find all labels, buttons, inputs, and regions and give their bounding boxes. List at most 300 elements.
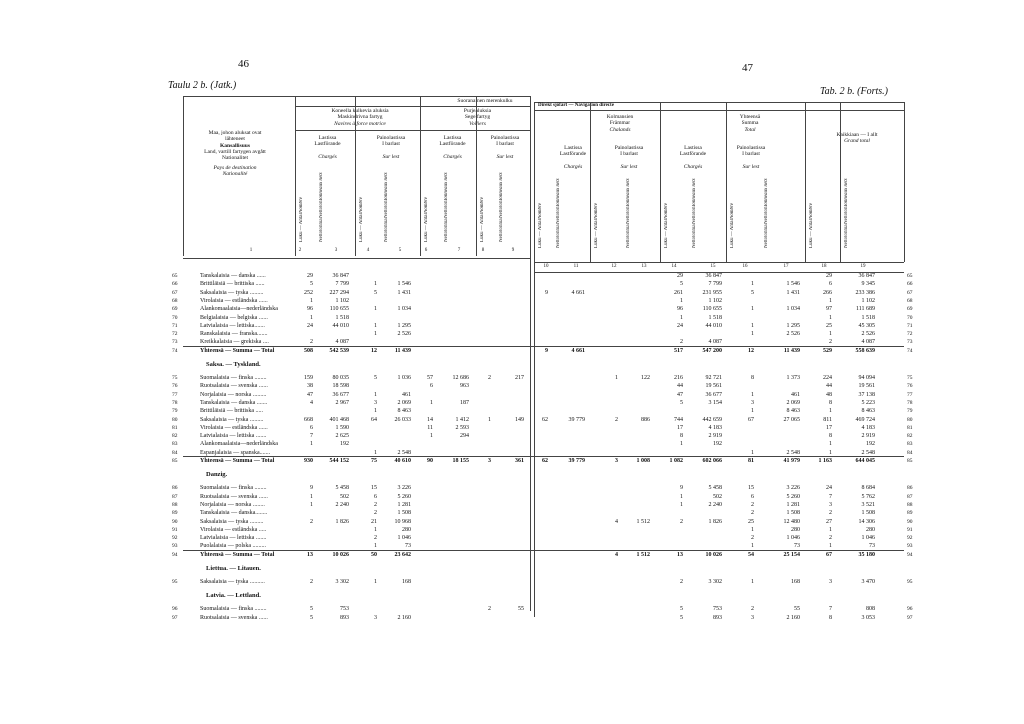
table-row (183, 399, 908, 407)
cell-value: 54 (748, 551, 754, 558)
cell-value: 753 (340, 606, 349, 613)
cell-value: 110 655 (329, 306, 349, 313)
cell-value: 5 762 (861, 493, 875, 500)
cell-value: 2 (615, 416, 618, 423)
header-kolmas: Kolmansien Främmar Chalands (606, 114, 634, 133)
cell-value: 1 102 (708, 297, 722, 304)
row-number: 69 (907, 306, 913, 313)
cell-value: 15 (371, 485, 377, 492)
section-title: Saksa. — Tyskland. (206, 361, 261, 368)
cell-value: 4 (615, 518, 618, 525)
cell-value: 502 (713, 493, 722, 500)
cell-value: 14 (427, 416, 433, 423)
cell-value: 1 (374, 526, 377, 533)
cell-value: 1 (680, 441, 683, 448)
cell-value: 4 (615, 551, 618, 558)
cell-value: 1 (615, 375, 618, 381)
row-number: 78 (172, 399, 178, 406)
cell-value: 90 (427, 458, 433, 464)
cell-value: 1 281 (786, 501, 800, 508)
cell-value: 2 (829, 510, 832, 517)
cell-value: 67 (748, 416, 754, 423)
table-row (183, 305, 908, 313)
cell-value: 280 (402, 526, 411, 533)
table-row (183, 534, 908, 542)
cell-value: 227 294 (329, 289, 349, 296)
row-number: 92 (172, 535, 178, 542)
cell-value: 2 548 (397, 449, 411, 456)
row-number: 69 (172, 306, 178, 313)
cell-value: 1 102 (335, 297, 349, 304)
cell-value: 13 (677, 551, 683, 558)
cell-value: 4 183 (708, 424, 722, 431)
cell-value: 5 (680, 606, 683, 613)
row-number: 93 (907, 543, 913, 550)
column-number: 6 (424, 248, 428, 253)
cell-value: 1 (374, 408, 377, 415)
cell-value: 47 (677, 391, 683, 398)
row-number: 89 (172, 510, 178, 517)
row-number: 82 (172, 433, 178, 440)
stub-header: Maa, johon aluksat ovat lähteneet Kansallisuus Land, vartill fartygen avgått Nationalitet Pays de destination Nationalité (204, 130, 266, 177)
cell-value: 5 (374, 375, 377, 381)
cell-value: 192 (713, 441, 722, 448)
cell-value: 10 026 (332, 551, 349, 558)
cell-value: 1 373 (786, 375, 800, 381)
cell-value: 7 799 (708, 281, 722, 288)
cell-value: 602 066 (702, 458, 722, 464)
cell-value: 8 (829, 433, 832, 440)
column-number: 18 (821, 264, 827, 269)
column-number: 19 (860, 264, 866, 269)
row-number: 83 (907, 441, 913, 448)
cell-value: 1 518 (335, 314, 349, 321)
cell-value: 4 087 (335, 339, 349, 346)
cell-value: 19 561 (705, 383, 722, 390)
cell-value: 168 (791, 579, 800, 585)
cell-value: 2 967 (335, 399, 349, 406)
column-number: 10 (543, 264, 549, 269)
row-number: 70 (172, 314, 178, 321)
cell-value: 96 (307, 306, 313, 313)
cell-value: 401 468 (329, 416, 349, 423)
cell-value: 8 (829, 614, 832, 621)
cell-value: 2 (751, 535, 754, 542)
cell-value: 159 (304, 375, 313, 381)
row-number: 66 (907, 281, 913, 288)
cell-value: 261 (674, 289, 683, 296)
cell-value: 529 (823, 347, 832, 354)
cell-value: 502 (340, 493, 349, 500)
cell-value: 224 (823, 375, 832, 381)
row-number: 68 (907, 297, 913, 304)
row-number: 79 (172, 408, 178, 415)
cell-value: 280 (866, 526, 875, 533)
row-number: 86 (172, 485, 178, 492)
cell-value: 6 (374, 493, 377, 500)
cell-value: 2 (751, 606, 754, 613)
col-label-luku: Luku — AntalNombre (424, 197, 429, 242)
col-label-luku: Luku — AntalNombre (594, 203, 599, 248)
cell-value: 47 (307, 391, 313, 398)
row-number: 87 (172, 493, 178, 500)
cell-value: 1 082 (669, 458, 683, 464)
cell-value: 5 260 (397, 493, 411, 500)
left-page-number: 46 (238, 58, 249, 70)
cell-value: 3 154 (708, 399, 722, 406)
column-number: 17 (783, 264, 789, 269)
cell-value: 1 431 (786, 289, 800, 296)
table-row (183, 605, 908, 613)
cell-value: 2 (374, 501, 377, 508)
cell-value: 1 512 (636, 551, 650, 558)
row-number: 97 (172, 614, 178, 621)
total-row (183, 457, 908, 465)
cell-value: 508 (304, 347, 313, 354)
cell-value: 1 034 (397, 306, 411, 313)
right-caption: Tab. 2 b. (Forts.) (820, 86, 888, 97)
cell-value: 36 847 (858, 273, 875, 279)
cell-value: 1 046 (397, 535, 411, 542)
cell-value: 27 065 (783, 416, 800, 423)
table-row (183, 322, 908, 330)
cell-value: 19 561 (858, 383, 875, 390)
header-lastissa-1: Lastissa Lastförande Chargés (314, 135, 341, 160)
cell-value: 2 (680, 339, 683, 346)
cell-value: 1 (829, 543, 832, 550)
section-title: Liettua. — Litauen. (206, 565, 261, 572)
cell-value: 5 (310, 614, 313, 621)
column-number: 3 (334, 248, 338, 253)
row-number: 70 (907, 314, 913, 321)
cell-value: 2 (310, 579, 313, 585)
cell-value: 18 598 (332, 383, 349, 390)
cell-value: 3 (374, 614, 377, 621)
cell-value: 62 (542, 458, 548, 464)
cell-value: 1 036 (397, 375, 411, 381)
cell-value: 3 302 (708, 579, 722, 585)
cell-value: 11 (427, 424, 433, 431)
row-number: 80 (172, 416, 178, 423)
cell-value: 8 684 (861, 485, 875, 492)
cell-value: 1 518 (708, 314, 722, 321)
table-row (183, 526, 908, 534)
cell-value: 252 (304, 289, 313, 296)
cell-value: 5 223 (861, 399, 875, 406)
cell-value: 3 226 (786, 485, 800, 492)
table-row (183, 432, 908, 440)
cell-value: 1 295 (397, 322, 411, 329)
cell-value: 1 102 (861, 297, 875, 304)
col-label-luku: Luku — AntalNombre (299, 197, 304, 242)
row-number: 78 (907, 399, 913, 406)
row-label: Norjalaisia — norska ......... (200, 391, 267, 398)
row-label: Tanskalaisia — danska........ (200, 510, 268, 517)
row-label: Espanjalaisia — spanska....... (200, 449, 271, 456)
cell-value: 36 677 (332, 391, 349, 398)
cell-value: 2 160 (397, 614, 411, 621)
row-number: 65 (907, 273, 913, 279)
cell-value: 461 (402, 391, 411, 398)
table-row (183, 424, 908, 432)
header-direkt: Direkt sjöfart — Navigation directe (538, 103, 614, 108)
row-number: 85 (907, 458, 913, 464)
table-row (183, 416, 908, 424)
cell-value: 2 548 (786, 449, 800, 456)
cell-value: 744 (674, 416, 683, 423)
cell-value: 8 (829, 399, 832, 406)
cell-value: 192 (866, 441, 875, 448)
column-number: 16 (742, 264, 748, 269)
cell-value: 2 (680, 579, 683, 585)
cell-value: 2 526 (861, 331, 875, 338)
col-label-netto: NettotonniaNettotonTonneaux nets (844, 178, 849, 248)
cell-value: 1 163 (818, 458, 832, 464)
cell-value: 3 (751, 614, 754, 621)
column-number: 14 (671, 264, 677, 269)
cell-value: 3 521 (861, 501, 875, 508)
row-number: 67 (172, 289, 178, 296)
row-number: 77 (172, 391, 178, 398)
row-label: Brittiläisiä — brittiska ...... (200, 281, 265, 288)
cell-value: 3 226 (397, 485, 411, 492)
table-row (183, 374, 908, 382)
row-label: Yhteensä — Summa — Total (200, 347, 275, 354)
table-row (183, 391, 908, 399)
cell-value: 5 (751, 289, 754, 296)
cell-value: 2 526 (397, 331, 411, 338)
cell-value: 2 (374, 510, 377, 517)
table-row (183, 407, 908, 415)
row-label: Latvialaisia — lettiska ....... (200, 535, 267, 542)
cell-value: 23 642 (394, 551, 411, 558)
cell-value: 168 (402, 579, 411, 585)
row-number: 89 (907, 510, 913, 517)
cell-value: 1 (374, 543, 377, 550)
row-number: 83 (172, 441, 178, 448)
cell-value: 4 661 (571, 289, 585, 296)
cell-value: 39 779 (568, 416, 585, 423)
cell-value: 1 (310, 501, 313, 508)
row-number: 79 (907, 408, 913, 415)
cell-value: 1 (680, 501, 683, 508)
cell-value: 547 200 (702, 347, 722, 354)
row-label: Ruotsalaisia — svenska ...... (200, 493, 268, 500)
cell-value: 73 (869, 543, 875, 550)
cell-value: 1 (374, 579, 377, 585)
cell-value: 2 625 (335, 433, 349, 440)
total-row (183, 551, 908, 559)
cell-value: 1 (829, 449, 832, 456)
cell-value: 40 610 (394, 458, 411, 464)
table-row (183, 614, 908, 622)
cell-value: 469 724 (855, 416, 875, 423)
row-number: 84 (172, 449, 178, 456)
cell-value: 111 689 (855, 306, 875, 313)
cell-value: 893 (340, 614, 349, 621)
cell-value: 2 240 (335, 501, 349, 508)
cell-value: 17 (826, 424, 832, 431)
row-number: 84 (907, 449, 913, 456)
cell-value: 1 (751, 391, 754, 398)
cell-value: 6 (829, 281, 832, 288)
cell-value: 24 (307, 322, 313, 329)
cell-value: 231 955 (702, 289, 722, 296)
cell-value: 1 (310, 493, 313, 500)
table-row (183, 330, 908, 338)
column-number: 12 (611, 264, 617, 269)
col-label-luku: Luku — AntalNombre (664, 203, 669, 248)
cell-value: 2 (680, 518, 683, 525)
cell-value: 39 779 (568, 458, 585, 464)
col-label-netto: NettotonniaNettotonTonneaux nets (626, 178, 631, 248)
cell-value: 2 (310, 339, 313, 346)
cell-value: 29 (677, 273, 683, 279)
row-label: Brittiläisiä — brittiska ..... (200, 408, 263, 415)
cell-value: 67 (826, 551, 832, 558)
row-number: 72 (907, 331, 913, 338)
cell-value: 2 (829, 339, 832, 346)
cell-value: 26 033 (394, 416, 411, 423)
row-number: 73 (907, 339, 913, 346)
cell-value: 1 (430, 399, 433, 406)
cell-value: 36 677 (705, 391, 722, 398)
row-number: 95 (172, 579, 178, 585)
col-label-netto: NettotonniaNettotonTonneaux nets (499, 172, 504, 242)
row-number: 66 (172, 281, 178, 288)
cell-value: 6 (751, 493, 754, 500)
header-kaikkiaan: Kaikkiaan — I allt Grand total (836, 132, 878, 145)
cell-value: 94 094 (858, 375, 875, 381)
cell-value: 2 593 (455, 424, 469, 431)
cell-value: 3 470 (861, 579, 875, 585)
cell-value: 9 (545, 289, 548, 296)
cell-value: 55 (794, 606, 800, 613)
row-label: Ruotsalaisia — svenska ...... (200, 614, 268, 621)
cell-value: 96 (677, 306, 683, 313)
cell-value: 2 919 (708, 433, 722, 440)
cell-value: 55 (518, 606, 524, 613)
cell-value: 3 053 (861, 614, 875, 621)
cell-value: 192 (340, 441, 349, 448)
cell-value: 5 (680, 614, 683, 621)
cell-value: 1 008 (636, 458, 650, 464)
cell-value: 2 (829, 535, 832, 542)
cell-value: 361 (515, 458, 524, 464)
cell-value: 217 (515, 375, 524, 381)
col-label-netto: NettotonniaNettotonTonneaux nets (444, 172, 449, 242)
column-number: 1 (249, 248, 253, 253)
cell-value: 1 (374, 331, 377, 338)
cell-value: 45 305 (858, 322, 875, 329)
table-row (183, 280, 908, 288)
cell-value: 1 281 (397, 501, 411, 508)
cell-value: 64 (371, 416, 377, 423)
cell-value: 3 (374, 399, 377, 406)
cell-value: 13 (307, 551, 313, 558)
row-number: 95 (907, 579, 913, 585)
cell-value: 2 (751, 501, 754, 508)
cell-value: 2 (488, 375, 491, 381)
table-row (183, 493, 908, 501)
cell-value: 2 240 (708, 501, 722, 508)
cell-value: 1 590 (335, 424, 349, 431)
cell-value: 15 (748, 485, 754, 492)
cell-value: 8 463 (861, 408, 875, 415)
cell-value: 280 (791, 526, 800, 533)
table-row (183, 297, 908, 305)
col-label-luku: Luku — AntalNombre (359, 197, 364, 242)
cell-value: 73 (794, 543, 800, 550)
total-row (183, 347, 908, 355)
row-number: 76 (907, 383, 913, 390)
column-number: 4 (366, 248, 370, 253)
cell-value: 2 069 (397, 399, 411, 406)
row-label: Yhteensä — Summa — Total (200, 458, 275, 464)
cell-value: 886 (641, 416, 650, 423)
cell-value: 48 (826, 391, 832, 398)
cell-value: 2 (310, 518, 313, 525)
cell-value: 216 (674, 375, 683, 381)
cell-value: 1 046 (786, 535, 800, 542)
header-suoranainen: Suoranainen merenkulku (457, 98, 513, 104)
cell-value: 9 (545, 347, 548, 354)
cell-value: 8 463 (786, 408, 800, 415)
cell-value: 5 (680, 399, 683, 406)
row-label: Saksalaisia — tyska ......... (200, 518, 264, 525)
cell-value: 1 412 (455, 416, 469, 423)
cell-value: 1 (310, 297, 313, 304)
row-number: 93 (172, 543, 178, 550)
cell-value: 2 (374, 535, 377, 542)
cell-value: 1 (488, 416, 491, 423)
cell-value: 1 (751, 331, 754, 338)
row-number: 67 (907, 289, 913, 296)
table-row (183, 314, 908, 322)
row-number: 77 (907, 391, 913, 398)
cell-value: 1 546 (786, 281, 800, 288)
row-label: Suomalaisia — finska ........ (200, 606, 267, 613)
cell-value: 517 (674, 347, 683, 354)
column-number: 8 (481, 248, 485, 253)
cell-value: 3 (751, 399, 754, 406)
row-number: 71 (172, 322, 178, 329)
col-label-luku: Luku — AntalNombre (809, 203, 814, 248)
cell-value: 5 458 (708, 485, 722, 492)
row-label: Virolaisia — estländska ..... (200, 526, 267, 533)
cell-value: 542 539 (329, 347, 349, 354)
cell-value: 1 034 (786, 306, 800, 313)
cell-value: 7 799 (335, 281, 349, 288)
cell-value: 8 (680, 433, 683, 440)
row-label: Tanskalaisia — danska ...... (200, 273, 266, 279)
cell-value: 1 826 (335, 518, 349, 525)
table-row (183, 578, 908, 586)
cell-value: 25 (826, 322, 832, 329)
cell-value: 92 721 (705, 375, 722, 381)
cell-value: 18 155 (452, 458, 469, 464)
table-row (183, 382, 908, 390)
cell-value: 36 847 (332, 273, 349, 279)
cell-value: 1 (680, 314, 683, 321)
col-label-luku: Luku — AntalNombre (730, 203, 735, 248)
cell-value: 808 (866, 606, 875, 613)
cell-value: 110 655 (702, 306, 722, 313)
cell-value: 1 (829, 314, 832, 321)
row-number: 90 (172, 518, 178, 525)
cell-value: 5 260 (786, 493, 800, 500)
col-label-luku: Luku — AntalNombre (480, 197, 485, 242)
